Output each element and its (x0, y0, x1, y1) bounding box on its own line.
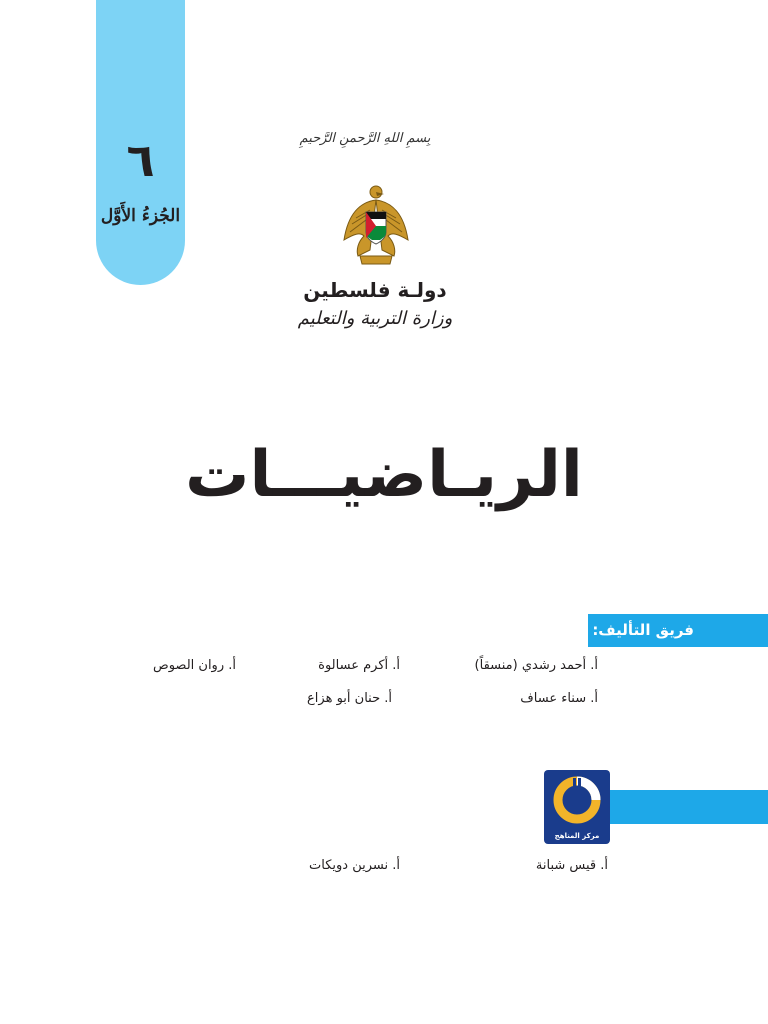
book-title: الريـاضيـــات (185, 438, 583, 512)
logo-label: مركز المناهج (554, 832, 600, 840)
member-name: أ. قيس شبانة (535, 858, 608, 873)
author-name: أ. سناء عساف (520, 691, 598, 706)
curriculum-center-logo-icon (544, 770, 610, 830)
member-name: أ. نسرين دويكات (309, 858, 400, 873)
grade-tab (96, 0, 185, 285)
author-name: أ. حنان أبو هزاع (307, 691, 392, 706)
grade-number: ٦ (126, 133, 155, 187)
author-name: أ. أحمد رشدي (منسقاً) (474, 658, 598, 673)
author-name: أ. أكرم عسالوة (318, 658, 400, 673)
grade-part: الجُزءُ الأَوَّل (100, 206, 181, 226)
authors-heading: فريق التأليف: (592, 621, 694, 639)
center-band (600, 790, 768, 824)
state-name: دولـة فلسطين (303, 278, 447, 302)
ministry-name: وزارة التربية والتعليم (297, 308, 453, 329)
curriculum-center-logo (544, 770, 610, 844)
author-name: أ. روان الصوص (152, 658, 236, 673)
basmala: بِسمِ اللهِ الرَّحمنِ الرَّحيمِ (299, 131, 431, 146)
palestine-eagle-emblem-icon (340, 180, 412, 270)
